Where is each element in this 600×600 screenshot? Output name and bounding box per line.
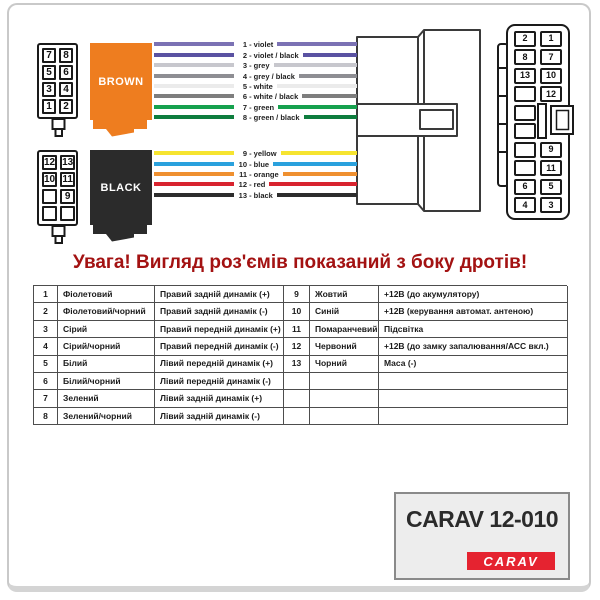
table-cell: [379, 390, 568, 407]
wire-right-segment: [283, 172, 357, 176]
table-cell: Лівий задній динамік (-): [155, 408, 284, 425]
table-cell: Чорний: [310, 356, 379, 373]
table-cell: Зелений/чорний: [58, 408, 155, 425]
pin-cell: 5: [42, 65, 56, 80]
wire-left-segment: [154, 193, 234, 197]
table-cell: Жовтий: [310, 286, 379, 303]
table-cell: 1: [34, 286, 58, 303]
wire-label: 1 - violet: [242, 39, 274, 49]
wire-right-segment: [302, 94, 357, 98]
wire-label: 6 - white / black: [242, 91, 299, 101]
pin-cell: 12: [42, 155, 57, 170]
wire-left-segment: [154, 84, 234, 88]
pin-cell: 9: [60, 189, 75, 204]
table-cell: Правий передній динамік (+): [155, 321, 284, 338]
wire-left-segment: [154, 74, 234, 78]
iso-pin-cell: 1: [540, 31, 562, 47]
iso-pin-cell: 5: [540, 179, 562, 195]
iso-pin-cell: [514, 142, 536, 158]
table-cell: Сірий: [58, 321, 155, 338]
iso-pin-cell: 4: [514, 197, 536, 213]
iso-pin-cell: 12: [540, 86, 562, 102]
pinout-table: [33, 285, 567, 425]
wire-left-segment: [154, 172, 234, 176]
table-cell: 10: [284, 303, 310, 320]
table-cell: [284, 373, 310, 390]
table-cell: Підсвітка: [379, 321, 568, 338]
model-box: [394, 492, 570, 580]
wire-right-segment: [281, 151, 357, 155]
iso-pin-cell: 3: [540, 197, 562, 213]
pin-cell: 6: [59, 65, 73, 80]
table-cell: Фіолетовий/чорний: [58, 303, 155, 320]
iso-key-slot: [540, 105, 562, 121]
iso-pin-cell: 2: [514, 31, 536, 47]
pin-cell: [42, 206, 57, 221]
wire-label: 5 - white: [242, 81, 273, 91]
wire-right-segment: [299, 74, 357, 78]
wire-left-segment: [154, 151, 234, 155]
wire-left-segment: [154, 63, 234, 67]
wire-label: 7 - green: [242, 102, 275, 112]
wire-left-segment: [154, 94, 234, 98]
brown-block-label: BROWN: [98, 75, 144, 88]
wire-right-segment: [277, 42, 357, 46]
table-cell: +12В (до замку запалювання/АСС вкл.): [379, 338, 568, 355]
iso-connector: [506, 24, 570, 220]
table-cell: Лівий передній динамік (-): [155, 373, 284, 390]
wire-right-segment: [278, 105, 357, 109]
iso-pin-cell: [514, 123, 536, 139]
table-cell: Правий передній динамік (-): [155, 338, 284, 355]
table-cell: [310, 408, 379, 425]
wire-left-segment: [154, 105, 234, 109]
table-cell: [284, 408, 310, 425]
table-cell: Зелений: [58, 390, 155, 407]
wire-left-segment: [154, 115, 234, 119]
table-cell: Сірий/чорний: [58, 338, 155, 355]
brown-block: [90, 43, 152, 120]
wire-label: 3 - grey: [242, 60, 270, 70]
iso-pin-cell: 11: [540, 160, 562, 176]
wire-label: 12 - red: [238, 179, 266, 189]
wire-left-segment: [154, 42, 234, 46]
iso-pin-cell: 10: [540, 68, 562, 84]
pin-cell: [60, 206, 75, 221]
table-cell: Правий задній динамік (+): [155, 286, 284, 303]
table-cell: +12В (керування автомат. антеною): [379, 303, 568, 320]
wire-row: [236, 111, 357, 123]
wire-right-segment: [303, 53, 357, 57]
wire-label: 9 - yellow: [242, 148, 277, 158]
wire-label: 8 - green / black: [242, 112, 300, 122]
black-block-label: BLACK: [100, 181, 142, 194]
table-cell: Білий/чорний: [58, 373, 155, 390]
table-cell: 5: [34, 356, 58, 373]
pin-connector-bottom: [37, 150, 78, 226]
iso-key-slot: [540, 123, 562, 139]
pin-cell: 11: [60, 172, 75, 187]
wire-right-segment: [273, 162, 357, 166]
table-cell: 2: [34, 303, 58, 320]
wire-right-segment: [277, 84, 357, 88]
wire-right-segment: [269, 182, 357, 186]
wire-left-segment: [154, 53, 234, 57]
table-cell: Лівий передній динамік (+): [155, 356, 284, 373]
iso-pin-cell: 9: [540, 142, 562, 158]
wire-label: 2 - violet / black: [242, 50, 299, 60]
iso-pin-cell: 6: [514, 179, 536, 195]
iso-pin-cell: [514, 160, 536, 176]
wire-right-segment: [274, 63, 357, 67]
table-cell: [379, 373, 568, 390]
pin-cell: 10: [42, 172, 57, 187]
table-cell: [379, 408, 568, 425]
model-number: CARAV 12-010: [405, 506, 559, 532]
wire-right-segment: [277, 193, 357, 197]
wire-label: 13 - black: [238, 190, 273, 200]
warning-title: Увага! Вигляд роз'ємів показаний з боку дротів!: [72, 252, 528, 273]
table-cell: Помаранчевий: [310, 321, 379, 338]
table-cell: Лівий задній динамік (+): [155, 390, 284, 407]
iso-pin-cell: [514, 86, 536, 102]
pin-cell: 3: [42, 82, 56, 97]
pin-cell: 7: [42, 48, 56, 63]
table-cell: 11: [284, 321, 310, 338]
wire-label: 10 - blue: [238, 159, 270, 169]
pin-cell: 8: [59, 48, 73, 63]
wire-right-segment: [304, 115, 357, 119]
table-cell: 9: [284, 286, 310, 303]
table-cell: Фіолетовий: [58, 286, 155, 303]
table-cell: 3: [34, 321, 58, 338]
table-cell: 7: [34, 390, 58, 407]
wire-left-segment: [154, 162, 234, 166]
table-cell: Правий задній динамік (-): [155, 303, 284, 320]
table-cell: [310, 390, 379, 407]
iso-pin-cell: 7: [540, 49, 562, 65]
black-block: [90, 150, 152, 225]
pin-connector-top: [37, 43, 78, 119]
pin-cell: 1: [42, 99, 56, 114]
table-cell: 4: [34, 338, 58, 355]
table-cell: 13: [284, 356, 310, 373]
table-cell: [310, 373, 379, 390]
table-cell: 12: [284, 338, 310, 355]
wire-left-segment: [154, 182, 234, 186]
table-cell: Маса (-): [379, 356, 568, 373]
wire-label: 11 - orange: [239, 169, 279, 179]
pin-cell: 4: [59, 82, 73, 97]
carav-brand-logo: CARAV: [467, 552, 555, 570]
pin-cell: [42, 189, 57, 204]
iso-pin-cell: [514, 105, 536, 121]
table-cell: +12В (до акумулятору): [379, 286, 568, 303]
pin-cell: 13: [60, 155, 75, 170]
table-cell: 8: [34, 408, 58, 425]
table-cell: 6: [34, 373, 58, 390]
table-cell: Червоний: [310, 338, 379, 355]
wire-label: 4 - grey / black: [242, 71, 295, 81]
iso-pin-cell: 13: [514, 68, 536, 84]
table-cell: Синій: [310, 303, 379, 320]
table-cell: [284, 390, 310, 407]
pin-cell: 2: [59, 99, 73, 114]
wire-row: [236, 189, 357, 201]
iso-pin-cell: 8: [514, 49, 536, 65]
table-cell: Білий: [58, 356, 155, 373]
